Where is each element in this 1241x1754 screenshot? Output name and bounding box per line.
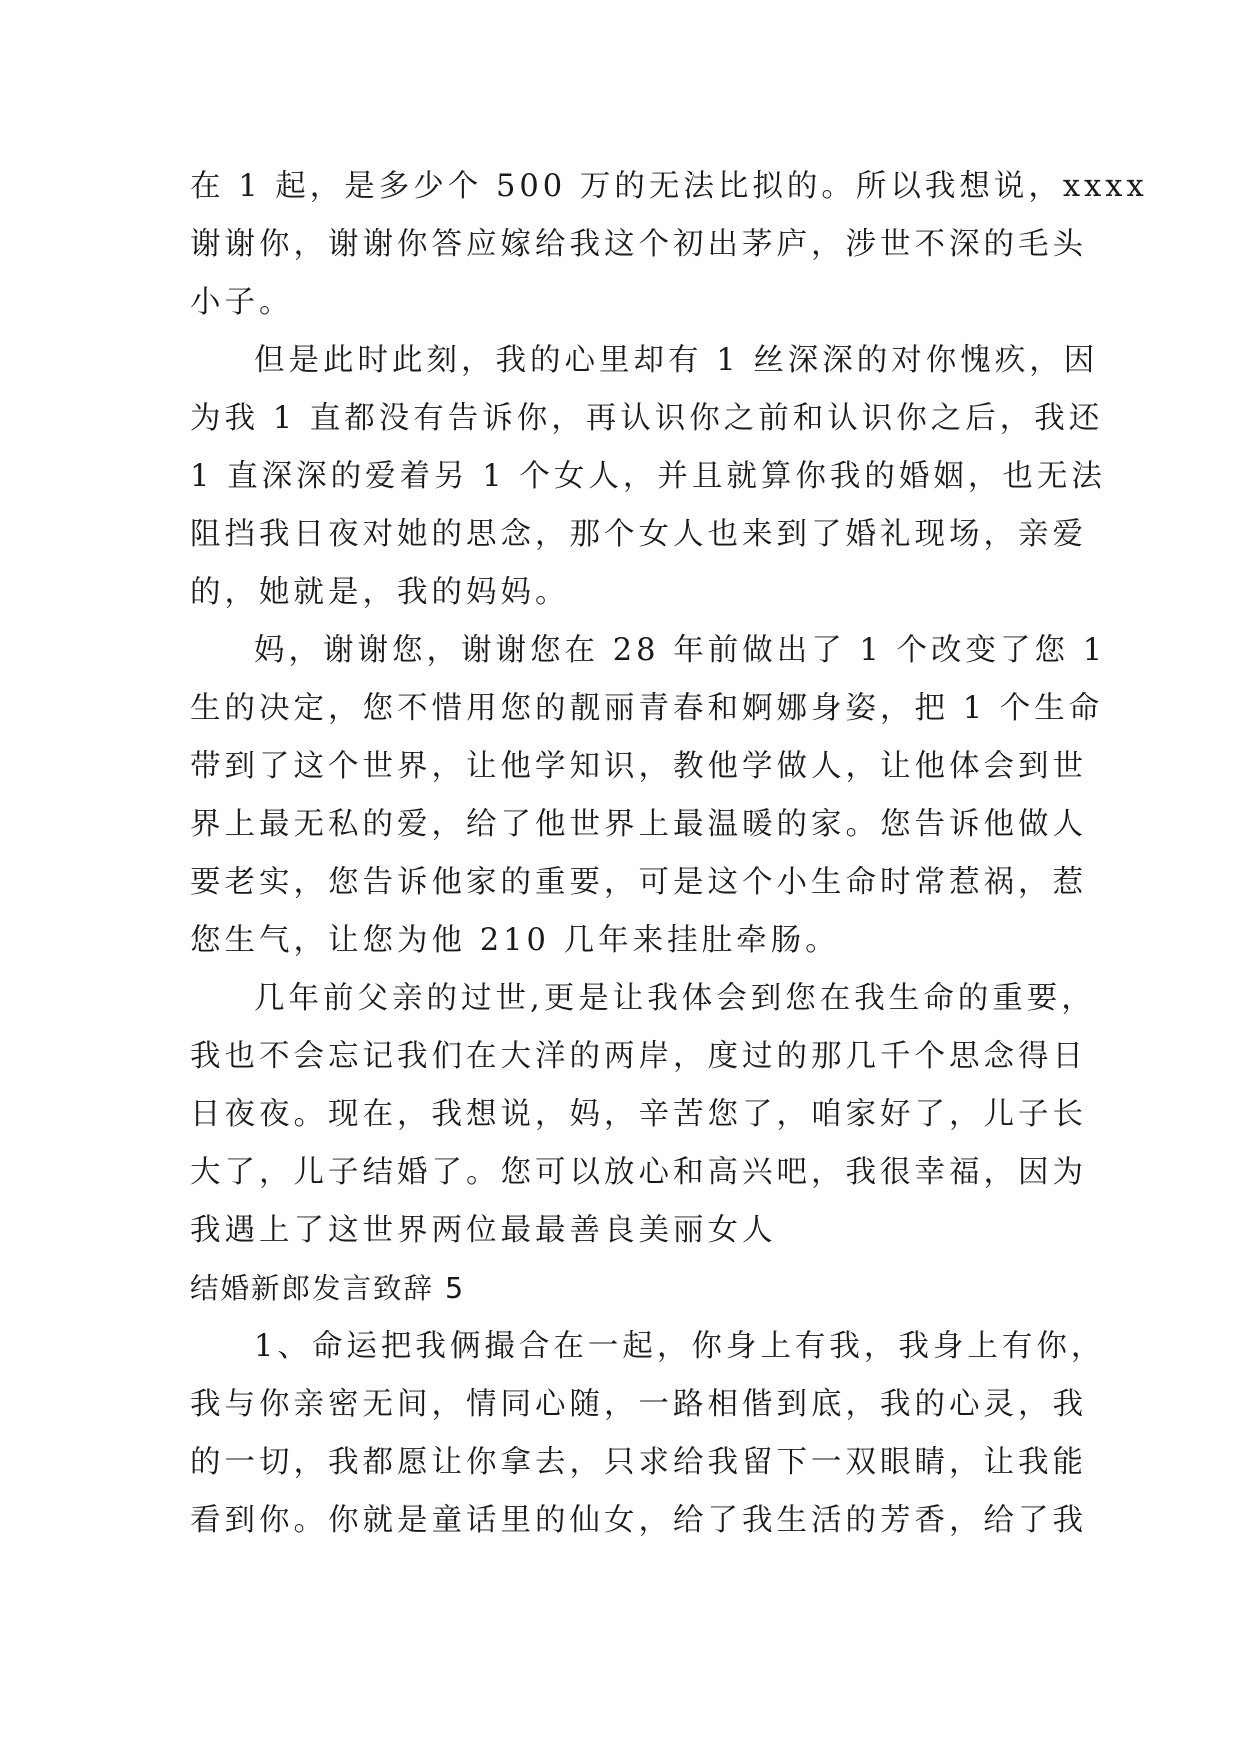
- paragraph-4: [190, 970, 1096, 1260]
- text-line: 几年前父亲的过世,更是让我体会到您在我生命的重要，: [254, 981, 1096, 1016]
- text-line: 为我 1 直都没有告诉你，再认识你之前和认识你之后，我还: [190, 401, 1104, 436]
- text-line: 生的决定，您不惜用您的靓丽青春和婀娜身姿，把 1 个生命: [190, 691, 1104, 726]
- document-body: [190, 158, 1148, 1550]
- text-line: 阻挡我日夜对她的思念，那个女人也来到了婚礼现场，亲爱: [190, 517, 1087, 552]
- text-line: 1 直深深的爱着另 1 个女人，并且就算你我的婚姻，也无法: [190, 459, 1106, 494]
- text-line: 谢谢你，谢谢你答应嫁给我这个初出茅庐，涉世不深的毛头: [190, 227, 1087, 262]
- text-line: 但是此时此刻，我的心里却有 1 丝深深的对你愧疚，因: [254, 343, 1099, 378]
- text-line: 界上最无私的爱，给了他世界上最温暖的家。您告诉他做人: [190, 807, 1087, 842]
- text-line: 看到你。你就是童话里的仙女，给了我生活的芳香，给了我: [190, 1503, 1087, 1538]
- paragraph-3: [190, 622, 1107, 970]
- text-line: 大了，儿子结婚了。您可以放心和高兴吧，我很幸福，因为: [190, 1155, 1087, 1190]
- section-heading: 结婚新郎发言致辞 5: [190, 1272, 466, 1305]
- paragraph-2: [190, 332, 1106, 622]
- text-line: 您生气，让您为他 210 几年来挂肚牵肠。: [190, 923, 840, 958]
- text-line: 1、命运把我俩撮合在一起，你身上有我，我身上有你，: [254, 1329, 1106, 1364]
- text-line: 我与你亲密无间，情同心随，一路相偕到底，我的心灵，我: [190, 1387, 1087, 1422]
- text-line: 我遇上了这世界两位最最善良美丽女人: [190, 1213, 777, 1248]
- text-line: 小子。: [190, 285, 294, 320]
- text-line: 的，她就是，我的妈妈。: [190, 575, 570, 610]
- text-line: 日夜夜。现在，我想说，妈，辛苦您了，咱家好了，儿子长: [190, 1097, 1087, 1132]
- text-line: 带到了这个世界，让他学知识，教他学做人，让他体会到世: [190, 749, 1087, 784]
- paragraph-5: [190, 1318, 1106, 1550]
- text-line: 的一切，我都愿让你拿去，只求给我留下一双眼睛，让我能: [190, 1445, 1087, 1480]
- text-line: 妈，谢谢您，谢谢您在 28 年前做出了 1 个改变了您 1: [254, 633, 1107, 668]
- text-line: 要老实，您告诉他家的重要，可是这个小生命时常惹祸，惹: [190, 865, 1087, 900]
- paragraph-1: [190, 158, 1148, 332]
- text-line: 我也不会忘记我们在大洋的两岸，度过的那几千个思念得日: [190, 1039, 1087, 1074]
- text-line: 在 1 起，是多少个 500 万的无法比拟的。所以我想说，xxxx: [190, 169, 1148, 204]
